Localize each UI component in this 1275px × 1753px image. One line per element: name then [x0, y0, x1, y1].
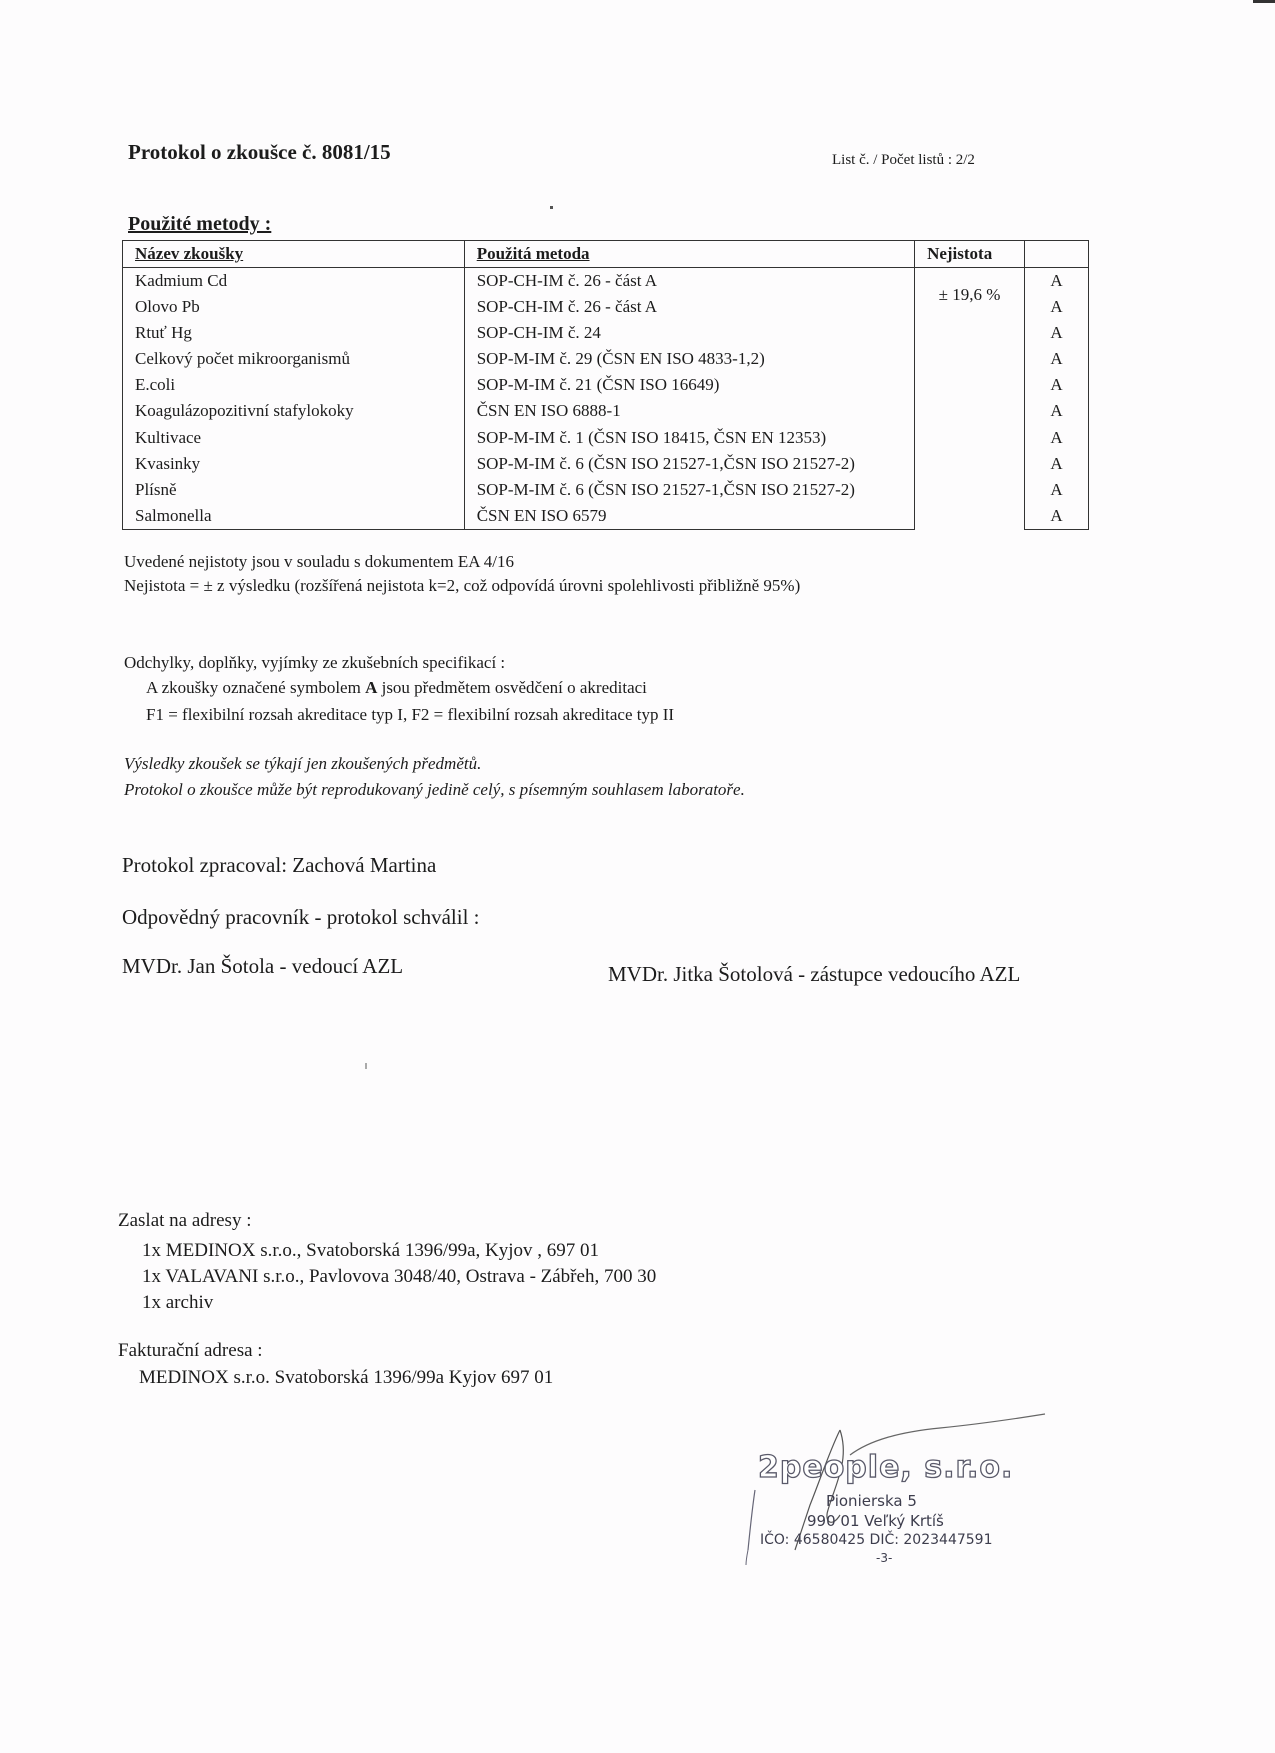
billing-title: Fakturační adresa : [118, 1340, 263, 1361]
methods-table-body [123, 268, 1089, 530]
approved-by-label: Odpovědný pracovník - protokol schválil : [122, 905, 480, 929]
test-name-cell: Kadmium Cd [123, 268, 465, 295]
method-cell: SOP-CH-IM č. 26 - část A [464, 294, 914, 320]
method-cell: SOP-M-IM č. 29 (ČSN EN ISO 4833-1,2) [464, 346, 914, 372]
method-cell: SOP-M-IM č. 6 (ČSN ISO 21527-1,ČSN ISO 21527-2) [464, 451, 914, 477]
shipping-address: 1x archiv [142, 1292, 214, 1313]
accreditation-mark: A [1025, 372, 1089, 398]
uncertainty-cell: ± 19,6 % [915, 268, 1025, 321]
shipping-title: Zaslat na adresy : [118, 1210, 252, 1231]
column-header-accreditation [1025, 241, 1089, 268]
stamp-ids: IČO: 46580425 DIČ: 2023447591 [760, 1532, 993, 1548]
stamp-street: Pionierska 5 [826, 1492, 917, 1510]
test-name-cell: Kvasinky [123, 451, 465, 477]
method-cell: SOP-M-IM č. 6 (ČSN ISO 21527-1,ČSN ISO 21527-2) [464, 477, 914, 503]
shipping-address: 1x VALAVANI s.r.o., Pavlovova 3048/40, Ostrava - Zábřeh, 700 30 [142, 1266, 657, 1287]
accreditation-mark: A [1025, 294, 1089, 320]
signer-deputy: MVDr. Jitka Šotolová - zástupce vedoucího AZL [608, 962, 1021, 986]
signer-head: MVDr. Jan Šotola - vedoucí AZL [122, 954, 404, 978]
uncertainty-definition: Nejistota = ± z výsledku (rozšířená nejistota k=2, což odpovídá úrovni spolehlivosti přibližně 95%) [124, 576, 801, 595]
stamp-city: 990 01 Veľký Krtíš [807, 1512, 944, 1530]
test-name-cell: Salmonella [123, 503, 465, 530]
accreditation-mark: A [1025, 451, 1089, 477]
stamp-company-name: 2people, s.r.o. [758, 1450, 1014, 1485]
deviation-accreditation [146, 678, 647, 698]
disclaimer-results: Výsledky zkoušek se týkají jen zkoušených předmětů. [124, 754, 482, 773]
accreditation-mark: A [1025, 477, 1089, 503]
test-name-cell: Kultivace [123, 425, 465, 451]
shipping-address: 1x MEDINOX s.r.o., Svatoborská 1396/99a, Kyjov , 697 01 [142, 1240, 600, 1261]
test-name-cell: Rtuť Hg [123, 320, 465, 346]
deviation-flexible-scope: F1 = flexibilní rozsah akreditace typ I, F2 = flexibilní rozsah akreditace typ II [146, 705, 675, 724]
table-row [123, 268, 1089, 295]
table-row [123, 320, 1089, 346]
document-title: Protokol o zkoušce č. 8081/15 [128, 140, 391, 164]
method-cell: SOP-CH-IM č. 24 [464, 320, 914, 346]
method-cell: SOP-CH-IM č. 26 - část A [464, 268, 914, 295]
methods-table-header [123, 241, 1089, 268]
method-cell: SOP-M-IM č. 21 (ČSN ISO 16649) [464, 372, 914, 398]
column-header-test: Název zkoušky [123, 241, 465, 268]
uncertainty-note: Uvedené nejistoty jsou v souladu s dokumentem EA 4/16 [124, 552, 515, 571]
scan-speck [365, 1063, 367, 1069]
accreditation-mark: A [1025, 320, 1089, 346]
methods-table [122, 240, 1089, 530]
accreditation-mark: A [1025, 425, 1089, 451]
test-name-cell: E.coli [123, 372, 465, 398]
column-header-uncertainty: Nejistota [915, 241, 1025, 268]
test-name-cell: Celkový počet mikroorganismů [123, 346, 465, 372]
deviation-accreditation-prefix: A zkoušky označené symbolem [146, 678, 361, 697]
methods-title: Použité metody : [128, 213, 272, 235]
uncertainty-cell-empty [915, 320, 1025, 529]
accreditation-mark: A [1025, 268, 1089, 295]
test-name-cell: Plísně [123, 477, 465, 503]
column-header-method: Použitá metoda [464, 241, 914, 268]
disclaimer-reproduction: Protokol o zkoušce může být reprodukovaný jedině celý, s písemným souhlasem laboratoře. [124, 780, 745, 799]
billing-address: MEDINOX s.r.o. Svatoborská 1396/99a Kyjov 697 01 [139, 1367, 554, 1388]
page-edge-mark [1253, 0, 1275, 3]
deviations-title: Odchylky, doplňky, vyjímky ze zkušebních specifikací : [124, 653, 506, 672]
accreditation-symbol: A [365, 678, 378, 697]
accreditation-mark: A [1025, 346, 1089, 372]
accreditation-mark: A [1025, 503, 1089, 530]
stamp-number: -3- [876, 1551, 893, 1565]
scan-speck [550, 206, 553, 209]
prepared-by: Protokol zpracoval: Zachová Martina [122, 853, 437, 877]
method-cell: ČSN EN ISO 6579 [464, 503, 914, 530]
accreditation-mark: A [1025, 398, 1089, 424]
deviation-accreditation-suffix: jsou předmětem osvědčení o akreditaci [381, 678, 647, 697]
sheet-info: List č. / Počet listů : 2/2 [832, 152, 975, 168]
test-name-cell: Koagulázopozitivní stafylokoky [123, 398, 465, 424]
method-cell: ČSN EN ISO 6888-1 [464, 398, 914, 424]
company-stamp [740, 1410, 1060, 1580]
method-cell: SOP-M-IM č. 1 (ČSN ISO 18415, ČSN EN 12353) [464, 425, 914, 451]
test-name-cell: Olovo Pb [123, 294, 465, 320]
